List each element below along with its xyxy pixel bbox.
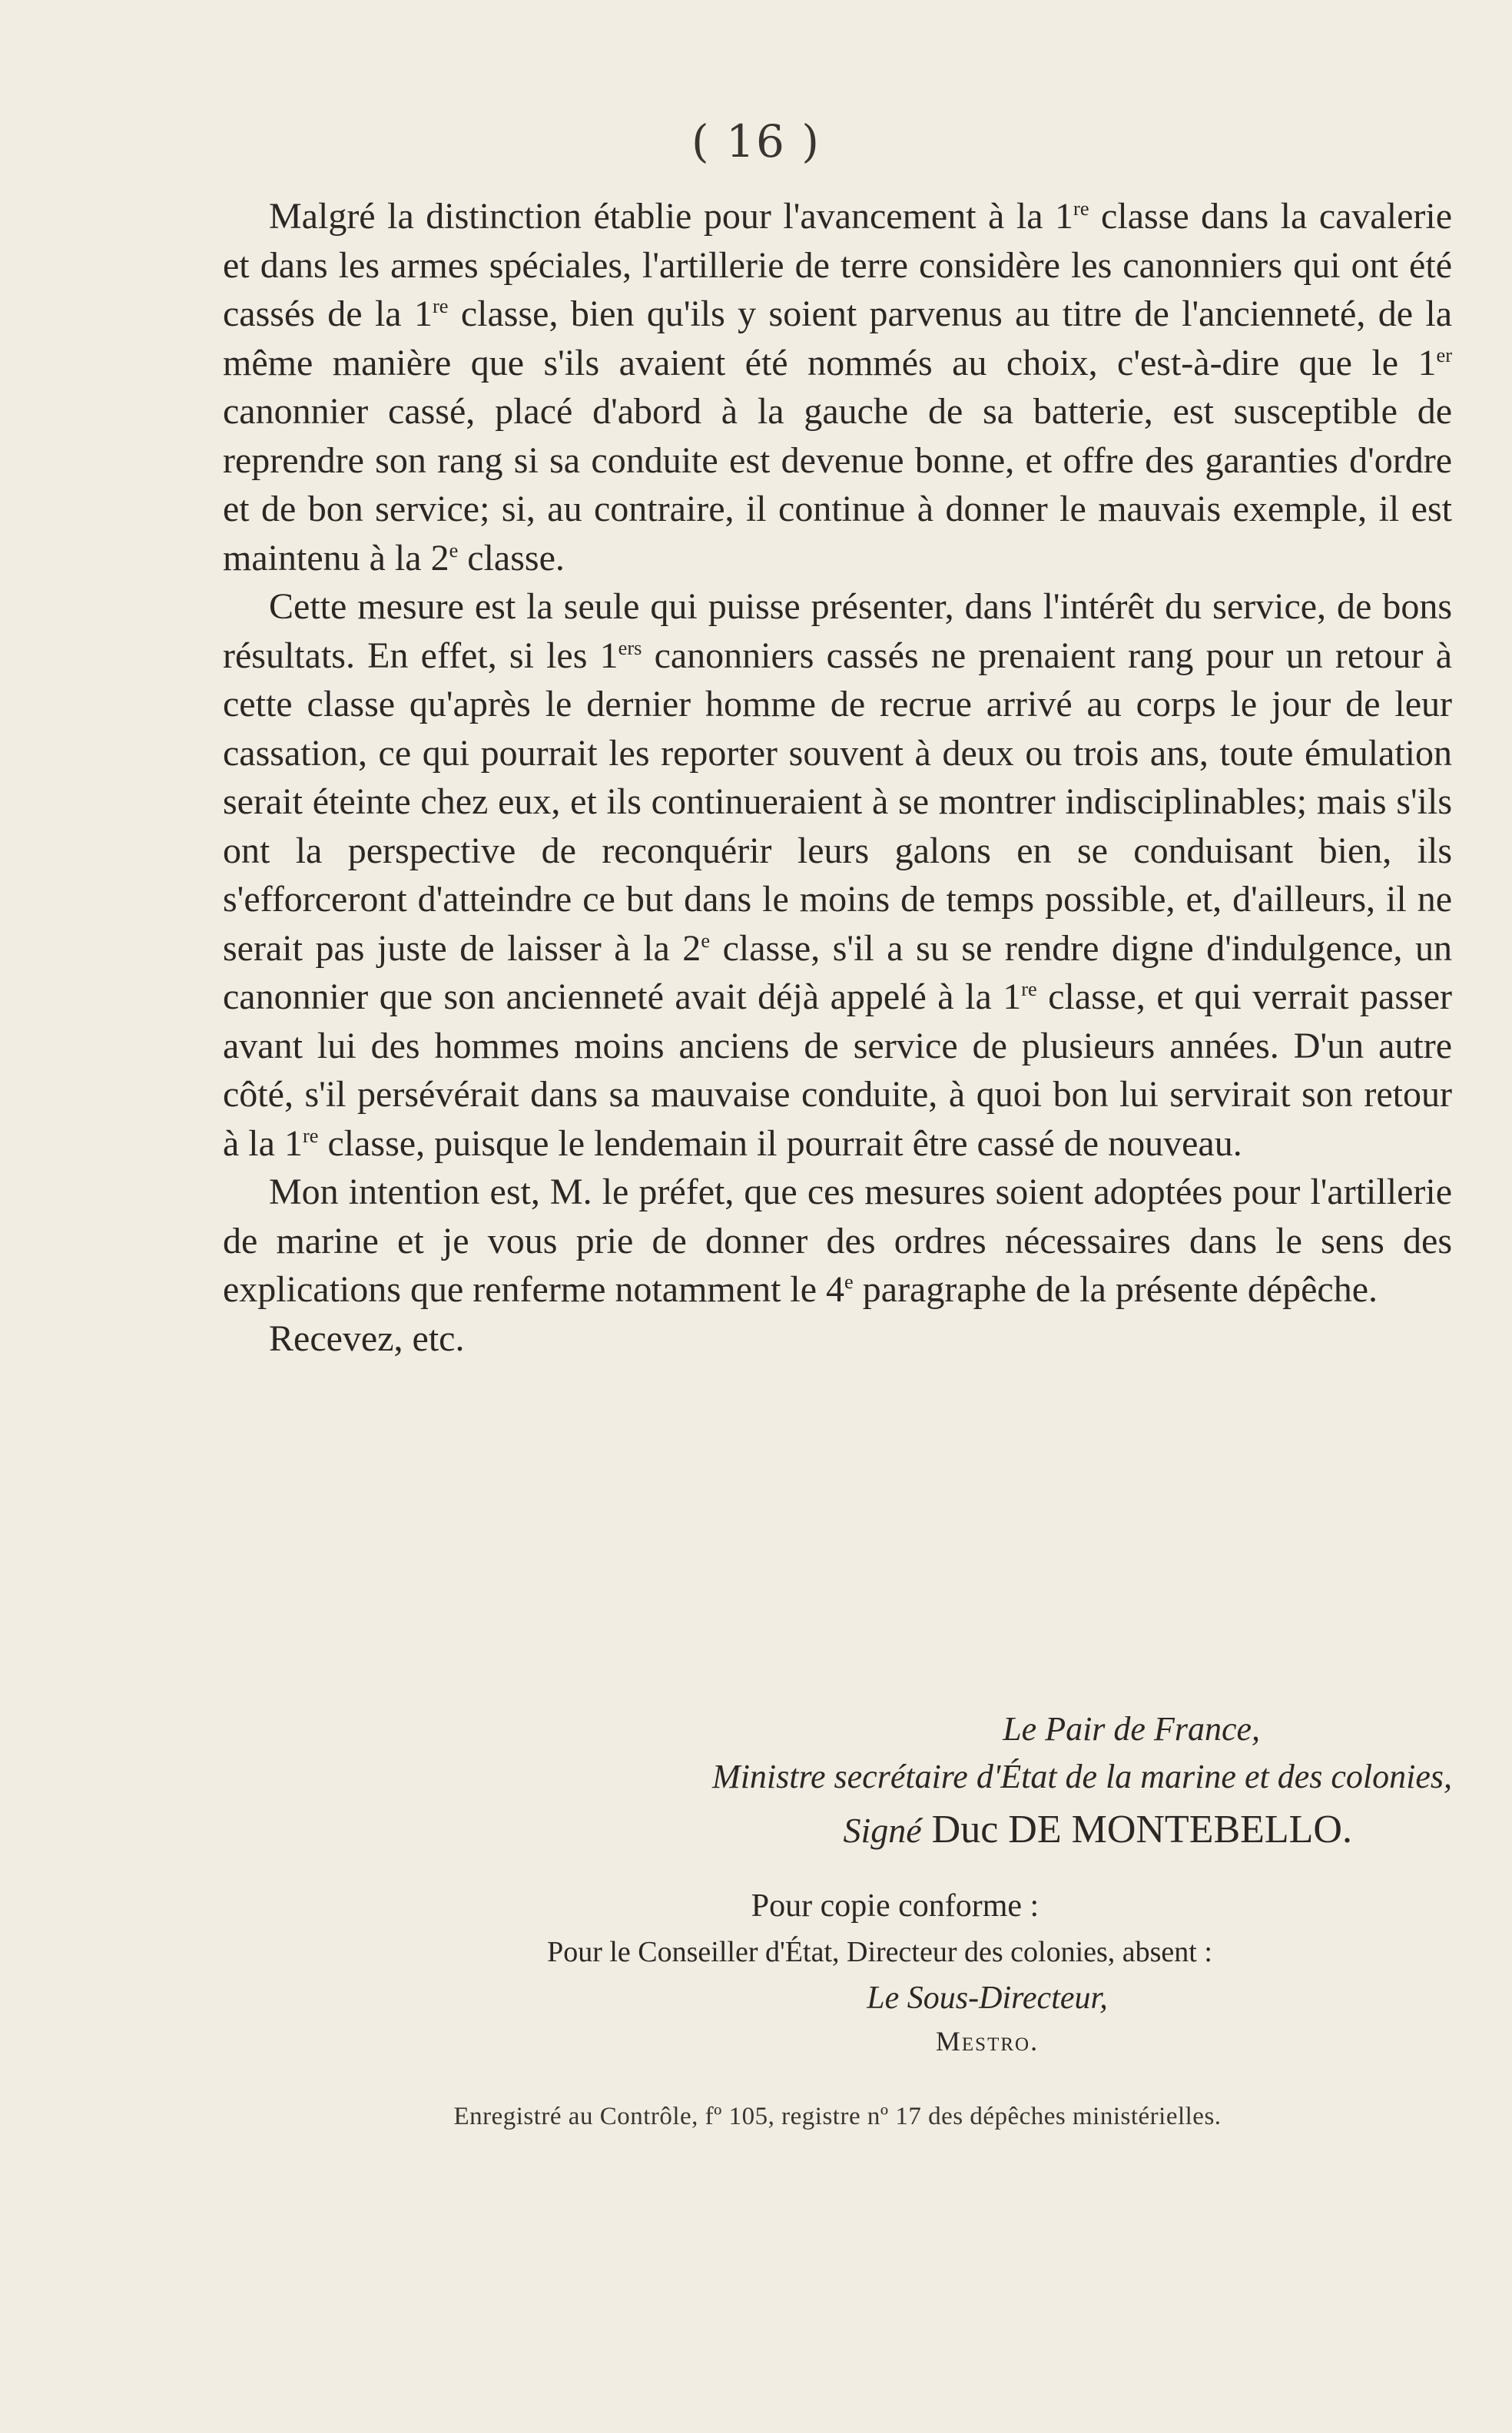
- signed-word: Signé: [843, 1811, 922, 1850]
- paragraph-1-text-c: classe, bien qu'ils y soient parvenus au titre de l'ancienneté, de la même manière que s'ils avaient été nommés au choix, c'est-à-dire que le 1: [223, 293, 1452, 383]
- copy-title: Pour copie conforme :: [751, 1888, 1040, 1924]
- paragraph-1: [223, 192, 1452, 582]
- paragraph-1-sup-d: e: [449, 538, 459, 562]
- paragraph-2-text-c: classe, s'il a su se rendre digne d'indulgence, un canonnier que son ancienneté avait déjà appelé à la 1: [223, 927, 1453, 1017]
- letter-body: [223, 192, 1452, 1363]
- paragraph-2-text-b: canonniers cassés ne prenaient rang pour un retour à cette classe qu'après le dernier homme de recrue arrivé au corps le jour de leur cassation, ce qui pourrait les reporter souvent à deux ou trois ans, toute émulation serait éteinte chez eux, et ils continueraient à se montrer indisciplinables; mais s'ils ont la perspective de reconquérir leurs galons en se conduisant bien, ils s'efforceront d'atteindre ce but dans le moins de temps possible, et, d'ailleurs, il ne serait pas juste de laisser à la 2: [223, 635, 1452, 969]
- paragraph-1-sup-b: re: [432, 294, 449, 317]
- paragraph-1-sup-c: er: [1436, 343, 1452, 366]
- signature-title-2: Ministre secrétaire d'État de la marine et des colonies,: [712, 1758, 1452, 1795]
- paragraph-1-sup-a: re: [1073, 197, 1089, 220]
- copy-sub-director: Le Sous-Directeur,: [867, 1981, 1108, 2016]
- signatory-name: Duc DE MONTEBELLO.: [931, 1808, 1352, 1851]
- copy-authority: Pour le Conseiller d'État, Directeur des colonies, absent :: [547, 1936, 1212, 1968]
- paragraph-2-sup-a: ers: [618, 635, 642, 659]
- page-number: ( 16 ): [691, 115, 821, 167]
- copy-name: Mestro.: [935, 2026, 1040, 2057]
- paragraph-1-text-a: Malgré la distinction établie pour l'avancement à la 1: [269, 196, 1074, 237]
- registration-note: Enregistré au Contrôle, fº 105, registre nº 17 des dépêches ministérielles.: [453, 2103, 1222, 2130]
- paragraph-2: [223, 582, 1452, 1168]
- paragraph-2-sup-b: e: [701, 928, 711, 952]
- signature-block: [223, 1705, 1452, 2061]
- paragraph-2-text-a: Cette mesure est la seule qui puisse présenter, dans l'intérêt du service, de bons résultats. En effet, si les 1: [223, 586, 1452, 676]
- paragraph-3-sup-a: e: [844, 1270, 854, 1293]
- paragraph-2-text-e: classe, puisque le lendemain il pourrait être cassé de nouveau.: [318, 1122, 1242, 1164]
- paragraph-1-text-e: classe.: [458, 537, 565, 578]
- signature-title-1: Le Pair de France,: [1003, 1710, 1260, 1748]
- paragraph-1-text-b: classe dans la cavalerie et dans les armes spéciales, l'artillerie de terre considère les canonniers qui ont été cassés de la 1: [223, 196, 1452, 334]
- paragraph-3-text-a: Mon intention est, M. le préfet, que ces mesures soient adoptées pour l'artillerie de marine et je vous prie de donner des ordres nécessaires dans le sens des explications que renferme notamment le 4: [223, 1172, 1452, 1310]
- paragraph-3: [223, 1168, 1452, 1314]
- closing-formula: Recevez, etc.: [269, 1318, 465, 1359]
- signature-signed: [223, 1801, 1452, 1860]
- paragraph-2-text-d: classe, et qui verrait passer avant lui des hommes moins anciens de service de plusieurs années. D'un autre côté, s'il persévérait dans sa mauvaise conduite, à quoi bon lui servirait son retour à la 1: [223, 976, 1452, 1164]
- paragraph-2-sup-c: re: [1021, 977, 1037, 1000]
- paragraph-2-sup-d: re: [302, 1123, 319, 1147]
- paragraph-3-text-b: paragraphe de la présente dépêche.: [853, 1269, 1378, 1310]
- paragraph-1-text-d: canonnier cassé, placé d'abord à la gauche de sa batterie, est susceptible de reprendre son rang si sa conduite est devenue bonne, et offre des garanties d'ordre et de bon service; si, au contraire, il continue à donner le mauvais exemple, il est maintenu à la 2: [223, 391, 1452, 578]
